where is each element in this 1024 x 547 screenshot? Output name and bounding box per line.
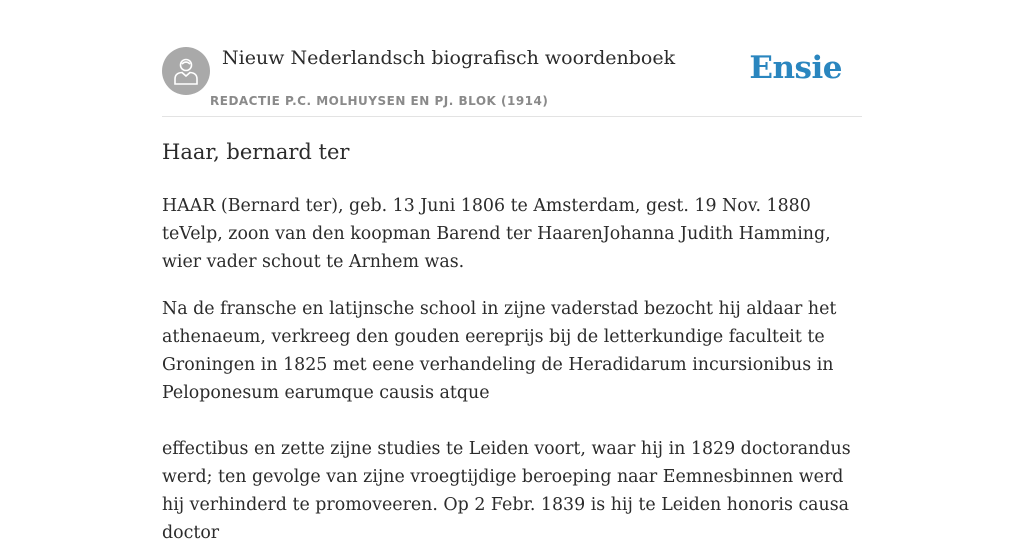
brand-logo[interactable]: Ensie — [749, 50, 842, 86]
book-subtitle: REDACTIE P.C. MOLHUYSEN EN PJ. BLOK (1914) — [210, 94, 549, 108]
book-title[interactable]: Nieuw Nederlandsch biografisch woordenboek — [222, 47, 676, 69]
entry-paragraph-3: effectibus en zette zijne studies te Leiden voort, waar hij in 1829 doctorandus werd; ten gevolge van zijne vroegtijdige beroeping naar Eemnesbinnen werd hij verhinderd te promoveeren. Op 2 Febr. 1839 is hij te Leiden honoris causa doctor — [162, 439, 851, 543]
entry-paragraph-1: HAAR (Bernard ter), geb. 13 Juni 1806 te Amsterdam, gest. 19 Nov. 1880 teVelp, zoon van den koopman Barend ter HaarenJohanna Judith Hamming, wier vader schout te Arnhem was. — [162, 196, 831, 272]
entry-title: Haar, bernard ter — [162, 140, 350, 164]
user-icon — [173, 57, 199, 85]
entry-paragraph-2: Na de fransche en latijnsche school in zijne vaderstad bezocht hij aldaar het athenaeum, verkreeg den gouden eereprijs bij de letterkundige faculteit te Groningen in 1825 met eene verhandeling de Heradidarum incursionibus in Peloponesum earumque causis atque — [162, 299, 837, 403]
avatar[interactable] — [162, 47, 210, 95]
page-header — [162, 40, 862, 117]
